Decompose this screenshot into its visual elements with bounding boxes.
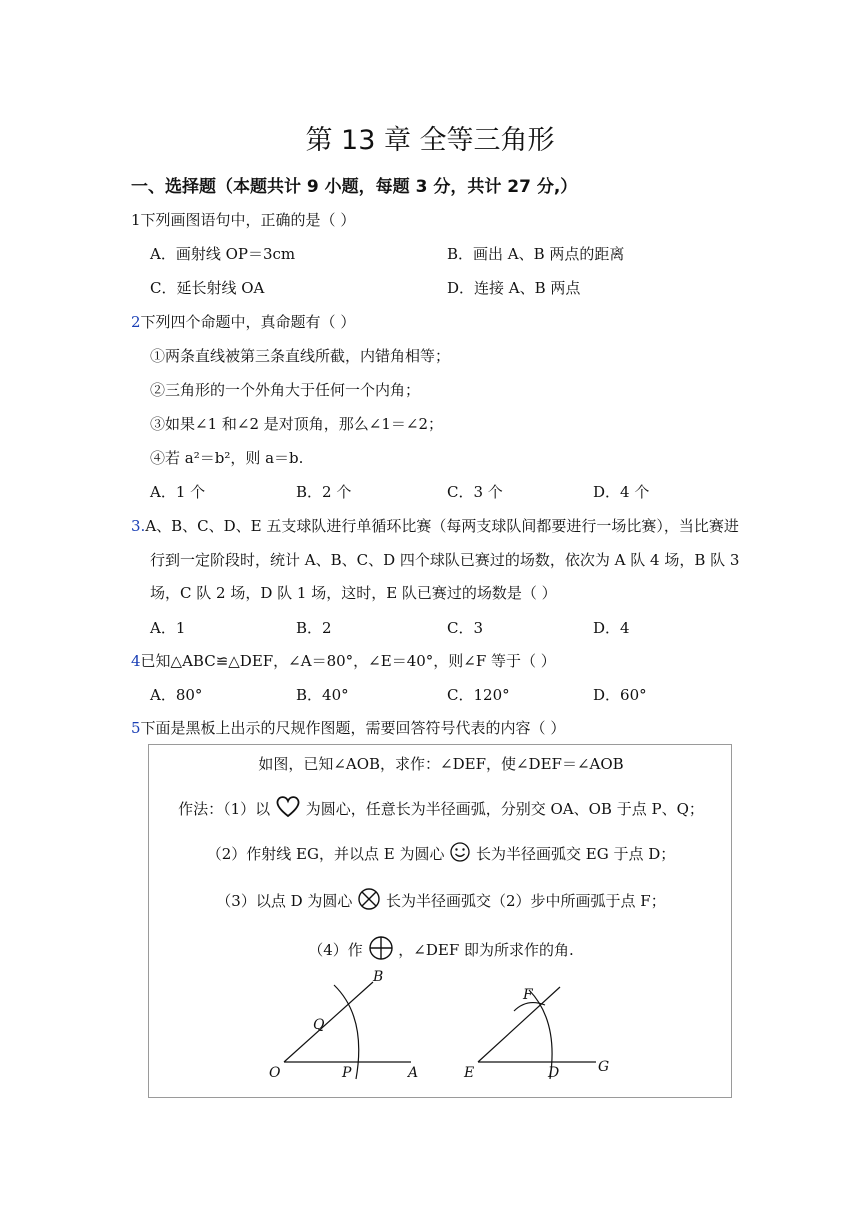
label-o: O (269, 1065, 281, 1081)
question-text: 下面是黑板上出示的尺规作图题，需要回答符号代表的内容（ ） (140, 719, 566, 737)
q1-option-c: C．延长射线 OA (150, 279, 265, 297)
q2-statement-1: ①两条直线被第三条直线所截，内错角相等； (150, 347, 451, 365)
angle-aob-figure (269, 969, 418, 1081)
label-e: E (464, 1065, 475, 1081)
q3-option-a: A．1 (150, 619, 186, 637)
question-number: 1 (131, 211, 141, 229)
question-number: 5 (131, 719, 141, 737)
q4-option-d: D．60° (593, 686, 647, 704)
question-number: 2 (131, 313, 141, 331)
box-line-2-prefix: 作法：（1）以 (178, 800, 271, 818)
q4-option-a: A．80° (150, 686, 203, 704)
q1-option-b: B．画出 A、B 两点的距离 (447, 245, 625, 263)
question-3-line-1 (131, 516, 739, 536)
question-1-stem (131, 210, 355, 230)
q2-option-d: D．4 个 (593, 483, 650, 501)
q1-option-a: A．画射线 OP＝3cm (150, 245, 296, 263)
q3-option-d: D．4 (593, 619, 630, 637)
label-p: P (342, 1065, 352, 1081)
q2-option-c: C．3 个 (447, 483, 503, 501)
box-line-3-suffix: 长为半径画弧交 EG 于点 D； (476, 845, 676, 863)
q2-statement-4: ④若 a²＝b²，则 a＝b. (150, 449, 304, 467)
box-line-3-prefix: （2）作射线 EG，并以点 E 为圆心 (206, 845, 445, 863)
question-2-stem (131, 312, 355, 332)
construction-box (148, 744, 732, 1098)
label-g: G (598, 1059, 610, 1075)
q4-option-b: B．40° (296, 686, 349, 704)
arc-through-f (514, 1003, 545, 1011)
box-line-2-suffix: 为圆心，任意长为半径画弧，分别交 OA、OB 于点 P、Q； (305, 800, 704, 818)
question-number: 4 (131, 652, 141, 670)
page-title: 第 13 章 全等三角形 (305, 125, 555, 156)
label-b: B (373, 969, 384, 985)
box-line-5-suffix: ，∠DEF 即为所求作的角. (398, 941, 574, 959)
label-d: D (548, 1065, 560, 1081)
ray-ob (284, 982, 373, 1062)
q3-option-b: B．2 (296, 619, 332, 637)
question-number: 3. (131, 517, 146, 535)
construction-figure (149, 745, 733, 1099)
angle-def-figure (463, 987, 609, 1081)
ray-ef (478, 987, 560, 1062)
question-text: 已知△ABC≌△DEF，∠A＝80°，∠E＝40°，则∠F 等于（ ） (140, 652, 556, 670)
label-q: Q (313, 1017, 325, 1033)
question-3-line-2: 行到一定阶段时，统计 A、B、C、D 四个球队已赛过的场数，依次为 A 队 4 场，B 队 3 (150, 551, 740, 569)
question-text: 下列四个命题中，真命题有（ ） (140, 313, 356, 331)
box-line-1: 如图，已知∠AOB，求作：∠DEF，使∠DEF＝∠AOB (258, 755, 624, 773)
label-f: F (523, 987, 533, 1003)
q2-option-a: A．1 个 (150, 483, 206, 501)
question-3-line-3: 场，C 队 2 场，D 队 1 场，这时，E 队已赛过的场数是（ ） (150, 584, 557, 602)
box-line-4-suffix: 长为半径画弧交（2）步中所画弧于点 F； (385, 892, 666, 910)
q3-option-c: C．3 (447, 619, 484, 637)
question-4-stem (131, 651, 556, 671)
box-line-5-prefix: （4）作 (308, 941, 363, 959)
question-text: A、B、C、D、E 五支球队进行单循环比赛（每两支球队间都要进行一场比赛），当比赛进 (145, 517, 739, 535)
q2-statement-3: ③如果∠1 和∠2 是对顶角，那么∠1＝∠2； (150, 415, 443, 433)
q1-option-d: D．连接 A、B 两点 (447, 279, 581, 297)
q2-option-b: B．2 个 (296, 483, 352, 501)
section-heading: 一、选择题（本题共计 9 小题，每题 3 分，共计 27 分,） (131, 177, 578, 197)
q2-statement-2: ②三角形的一个外角大于任何一个内角； (150, 381, 421, 399)
label-a: A (408, 1065, 419, 1081)
question-5-stem (131, 718, 565, 738)
q4-option-c: C．120° (447, 686, 510, 704)
question-text: 下列画图语句中，正确的是（ ） (140, 211, 356, 229)
box-line-4-prefix: （3）以点 D 为圆心 (216, 892, 353, 910)
